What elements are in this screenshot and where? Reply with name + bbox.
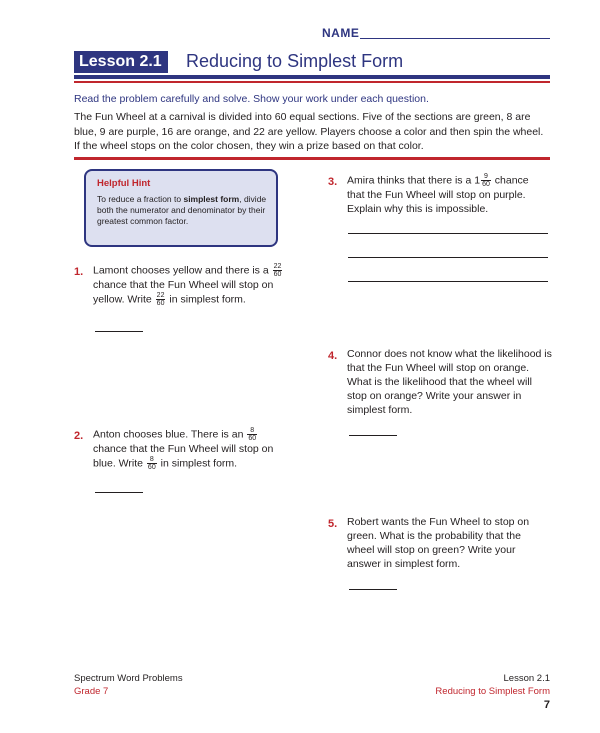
- footer-lesson: Lesson 2.1: [503, 673, 550, 684]
- question-3-text: Amira thinks that there is a 1 $\frac{9}{60}$ chance that the Fun Wheel will stop on purple. Explain why this is impossible.: [347, 173, 529, 215]
- footer-subtitle: Reducing to Simplest Form: [435, 685, 550, 697]
- answer-line-5[interactable]: [349, 589, 397, 590]
- name-label: NAME: [322, 26, 360, 40]
- question-5-number: 5.: [328, 518, 338, 530]
- answer-line-1[interactable]: [95, 331, 143, 332]
- question-3-number: 3.: [328, 176, 338, 188]
- page-number: 7: [543, 699, 550, 711]
- question-2-text: Anton chooses blue. There is an $\frac{8}{60}$ chance that the Fun Wheel will stop on blue. Write $\frac{8}{60}$ in simplest form.: [93, 427, 274, 471]
- hint-bold-term: simplest form: [183, 194, 240, 204]
- fraction-22-60: $\frac{22}{60}$: [156, 292, 165, 307]
- intro-paragraph: The Fun Wheel at a carnival is divided into 60 equal sections. Five of the sections are green, 8 are blue, 9 are purple, 16 are orange, and 22 are yellow. Players choose a color and then spin the wheel. If the wheel stops on the color chosen, they win a prize based on that color.: [74, 111, 544, 152]
- question-2-number: 2.: [74, 430, 84, 442]
- fraction-9-60: $\frac{9}{60}$: [482, 173, 490, 188]
- answer-line-3c[interactable]: [348, 281, 548, 282]
- question-4-text: Connor does not know what the likelihood is that the Fun Wheel will stop on orange. What is the likelihood that the wheel will stop on orange? Write your answer in simplest form.: [347, 348, 552, 416]
- footer-right: [435, 673, 550, 698]
- fraction-22-60: $\frac{22}{60}$: [273, 263, 282, 278]
- header-rule-blue: [74, 75, 550, 79]
- question-5-text: Robert wants the Fun Wheel to stop on green. What is the probability that the wheel will stop on green? Write your answer in simplest form.: [347, 516, 530, 570]
- name-answer-line[interactable]: [360, 38, 550, 39]
- hint-title: Helpful Hint: [97, 178, 151, 189]
- lesson-tag: Lesson 2.1: [74, 51, 168, 73]
- page-title: Reducing to Simplest Form: [186, 51, 404, 71]
- book-title: Spectrum Word Problems: [74, 673, 183, 684]
- grade-label: Grade 7: [74, 685, 109, 697]
- hint-text: To reduce a fraction to simplest form, divide both the numerator and denominator by their greatest common factor.: [97, 194, 267, 226]
- intro-divider: [74, 157, 550, 160]
- answer-line-3b[interactable]: [348, 257, 548, 258]
- answer-line-3a[interactable]: [348, 233, 548, 234]
- question-4-number: 4.: [328, 350, 338, 362]
- fraction-8-60: $\frac{8}{60}$: [248, 427, 257, 442]
- answer-line-2[interactable]: [95, 492, 143, 493]
- question-1-number: 1.: [74, 266, 84, 278]
- fraction-8-60: $\frac{8}{60}$: [147, 456, 156, 471]
- footer-left: [74, 673, 183, 698]
- answer-line-4[interactable]: [349, 435, 397, 436]
- header-rule-red: [74, 81, 550, 83]
- instructions: Read the problem carefully and solve. Show your work under each question.: [74, 93, 429, 105]
- question-1-text: Lamont chooses yellow and there is a $\frac{22}{60}$ chance that the Fun Wheel will stop on yellow. Write $\frac{22}{60}$ in simplest form.: [93, 263, 282, 307]
